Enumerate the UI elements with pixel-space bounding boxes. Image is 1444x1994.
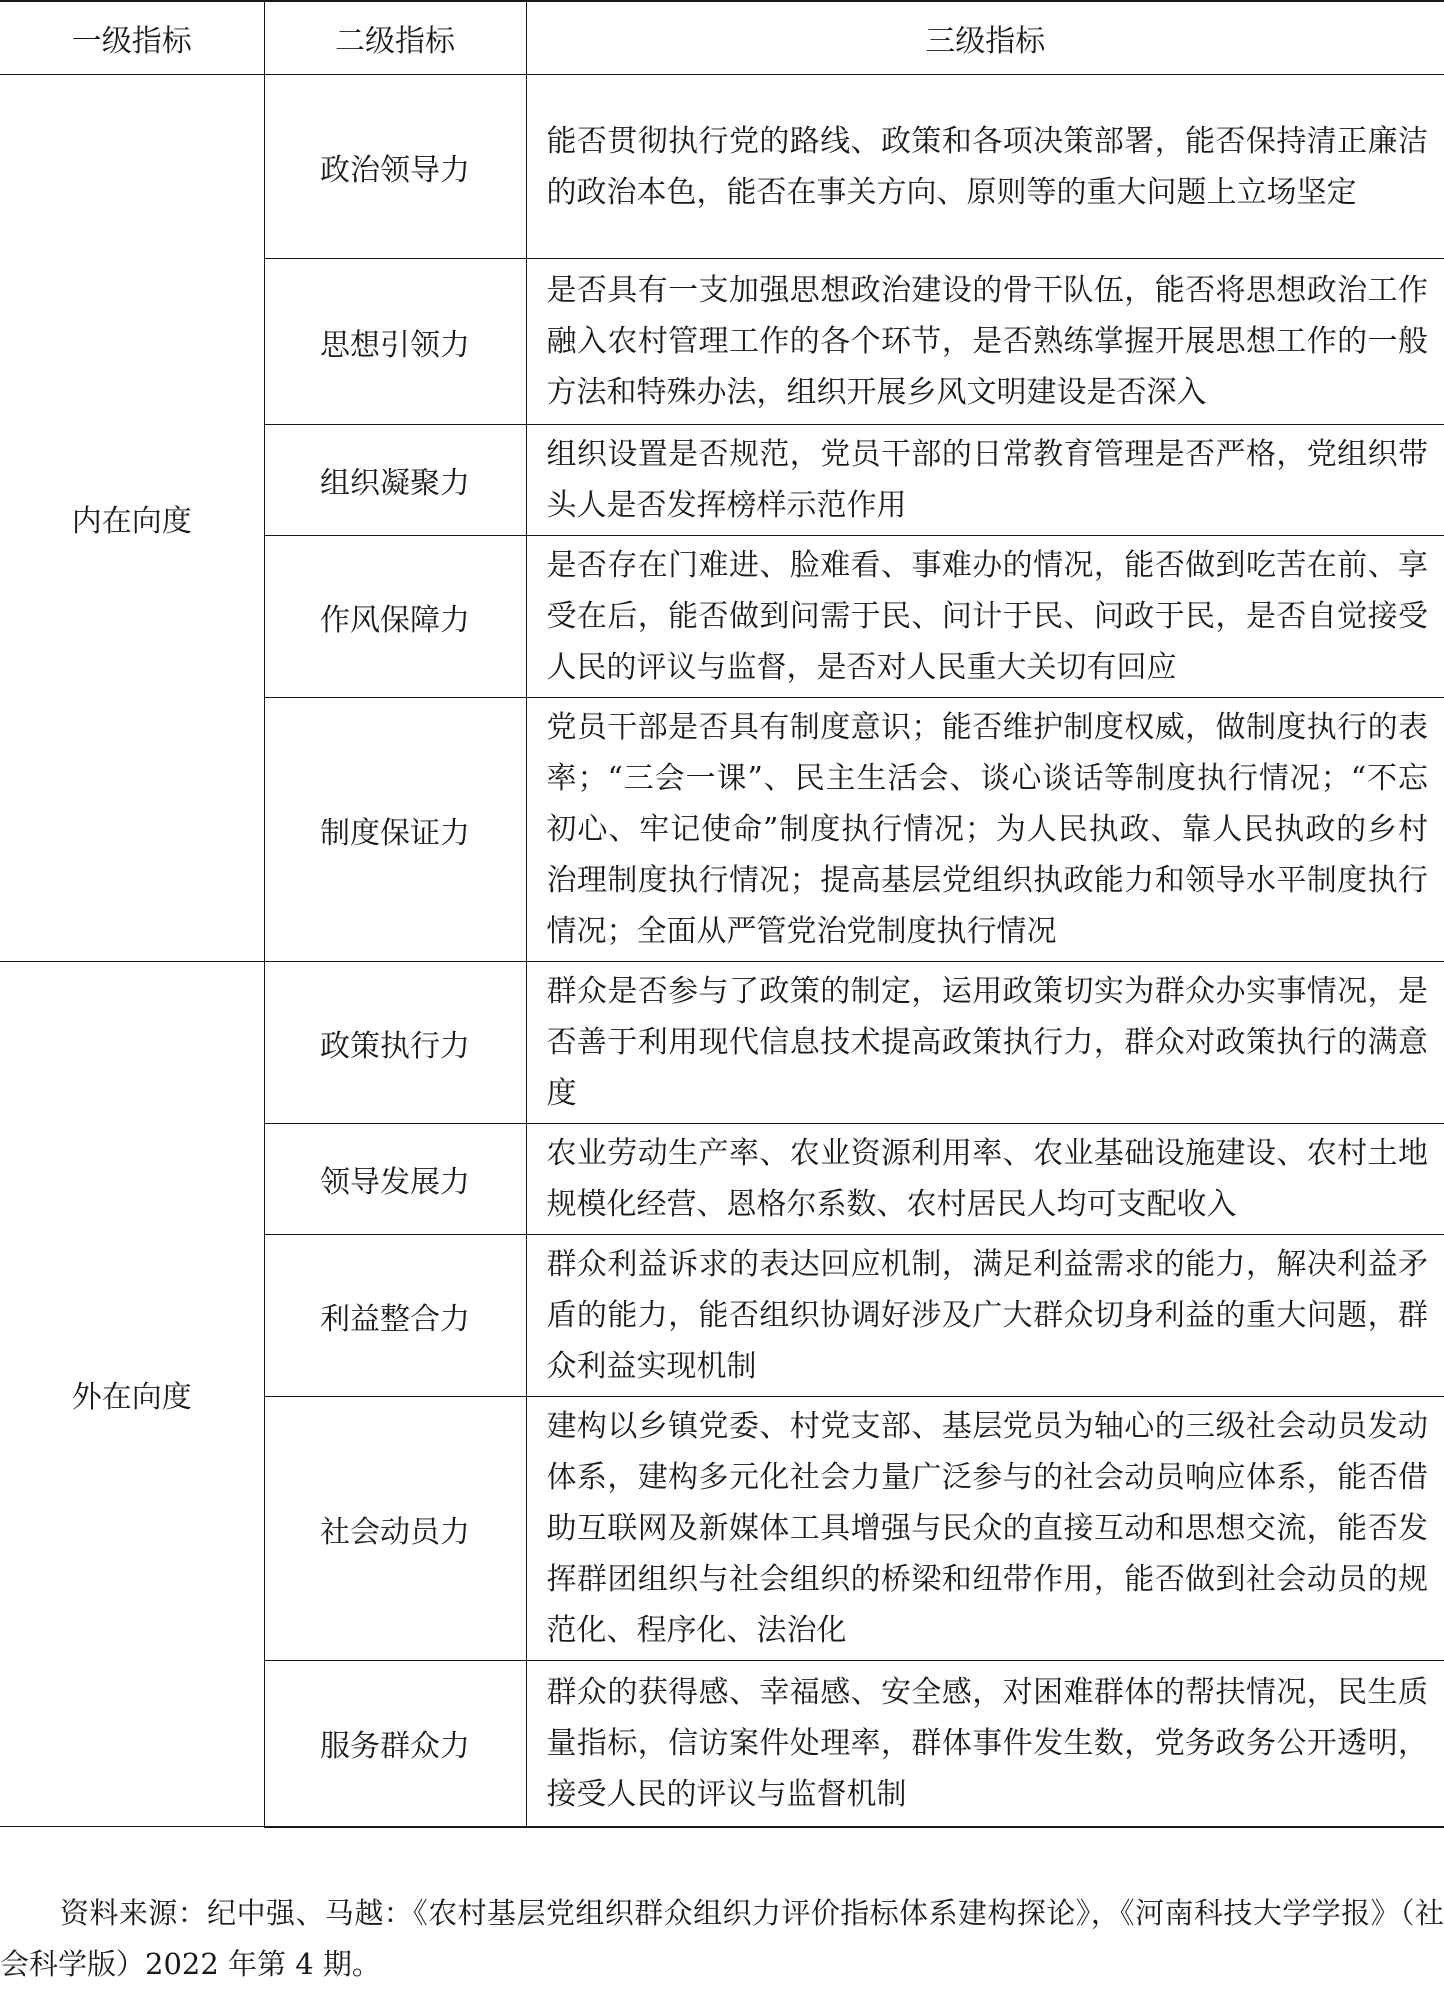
level1-cell-internal: 内在向度 <box>0 75 264 962</box>
level2-cell: 政策执行力 <box>264 962 526 1124</box>
level3-cell: 群众的获得感、幸福感、安全感，对困难群体的帮扶情况，民生质量指标，信访案件处理率，群体事件发生数，党务政务公开透明，接受人民的评议与监督机制 <box>526 1661 1444 1827</box>
source-note: 资料来源：纪中强、马越：《农村基层党组织群众组织力评价指标体系建构探论》，《河南科技大学学报》（社会科学版）2022 年第 4 期。 <box>0 1896 1444 1981</box>
level2-cell: 组织凝聚力 <box>264 425 526 536</box>
header-row <box>0 1 1444 75</box>
header-level3: 三级指标 <box>526 1 1444 75</box>
level2-cell: 利益整合力 <box>264 1235 526 1397</box>
table-row <box>0 962 1444 1124</box>
table-body <box>0 75 1444 1827</box>
level3-cell: 群众是否参与了政策的制定，运用政策切实为群众办实事情况，是否善于利用现代信息技术提高政策执行力，群众对政策执行的满意度 <box>526 962 1444 1124</box>
header-level2: 二级指标 <box>264 1 526 75</box>
level2-cell: 政治领导力 <box>264 75 526 259</box>
level2-cell: 作风保障力 <box>264 536 526 698</box>
table-header <box>0 1 1444 75</box>
level3-cell: 农业劳动生产率、农业资源利用率、农业基础设施建设、农村土地规模化经营、恩格尔系数、农村居民人均可支配收入 <box>526 1124 1444 1235</box>
level3-cell: 能否贯彻执行党的路线、政策和各项决策部署，能否保持清正廉洁的政治本色，能否在事关方向、原则等的重大问题上立场坚定 <box>526 75 1444 259</box>
table-row <box>0 75 1444 259</box>
level2-cell: 制度保证力 <box>264 698 526 962</box>
level3-cell: 党员干部是否具有制度意识；能否维护制度权威，做制度执行的表率；“三会一课”、民主生活会、谈心谈话等制度执行情况；“不忘初心、牢记使命”制度执行情况；为人民执政、靠人民执政的乡村治理制度执行情况；提高基层党组织执政能力和领导水平制度执行情况；全面从严管党治党制度执行情况 <box>526 698 1444 962</box>
level3-cell: 群众利益诉求的表达回应机制，满足利益需求的能力，解决利益矛盾的能力，能否组织协调好涉及广大群众切身利益的重大问题，群众利益实现机制 <box>526 1235 1444 1397</box>
level2-cell: 服务群众力 <box>264 1661 526 1827</box>
level3-cell: 建构以乡镇党委、村党支部、基层党员为轴心的三级社会动员发动体系，建构多元化社会力量广泛参与的社会动员响应体系，能否借助互联网及新媒体工具增强与民众的直接互动和思想交流，能否发挥群团组织与社会组织的桥梁和纽带作用，能否做到社会动员的规范化、程序化、法治化 <box>526 1397 1444 1661</box>
header-level1: 一级指标 <box>0 1 264 75</box>
level1-cell-external: 外在向度 <box>0 962 264 1827</box>
level2-cell: 思想引领力 <box>264 259 526 425</box>
level3-cell: 是否存在门难进、脸难看、事难办的情况，能否做到吃苦在前、享受在后，能否做到问需于民、问计于民、问政于民，是否自觉接受人民的评议与监督，是否对人民重大关切有回应 <box>526 536 1444 698</box>
level2-cell: 社会动员力 <box>264 1397 526 1661</box>
level3-cell: 是否具有一支加强思想政治建设的骨干队伍，能否将思想政治工作融入农村管理工作的各个环节，是否熟练掌握开展思想工作的一般方法和特殊办法，组织开展乡风文明建设是否深入 <box>526 259 1444 425</box>
level3-cell: 组织设置是否规范，党员干部的日常教育管理是否严格，党组织带头人是否发挥榜样示范作用 <box>526 425 1444 536</box>
level2-cell: 领导发展力 <box>264 1124 526 1235</box>
